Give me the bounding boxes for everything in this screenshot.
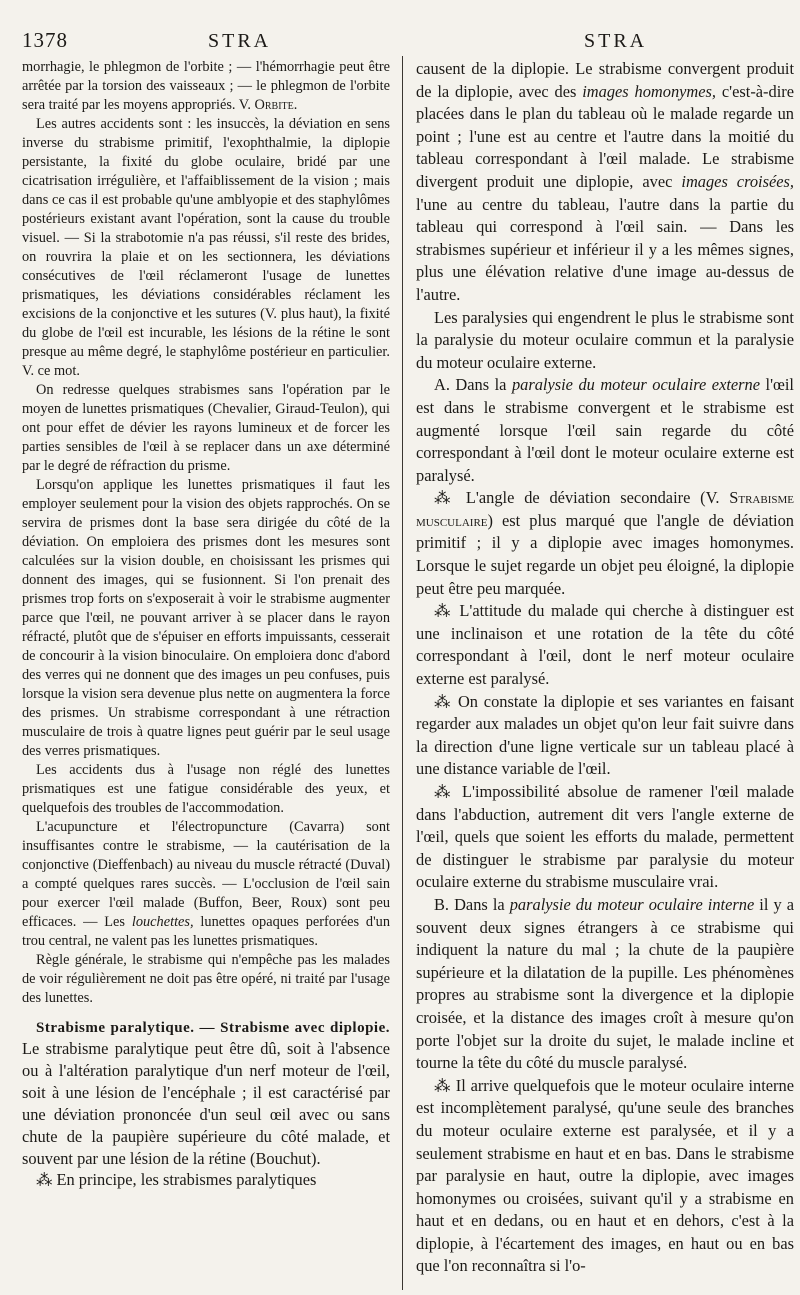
italic-term: images homonymes, [582, 81, 717, 101]
paragraph-text: l'œil est dans le strabisme convergent et le strabisme est augmenté lorsque l'œil sain regarde du côté correspondant à l'œil dont le moteur oculaire externe est paralysé. [416, 375, 794, 485]
paragraph [22, 58, 390, 115]
paragraph [416, 894, 794, 1075]
paragraph-text: l'une au centre du tableau, l'autre dans la partie du tableau qui correspond à l'œil sain. — Dans les strabismes supérieur et inférieur il y a les mêmes signes, plus une élévation relative d'une image au-dessus de l'autre. [416, 194, 794, 304]
paragraph-text: ) est plus marqué que l'angle de déviation primitif ; il y a diplopie avec images homonymes. Lorsque le sujet regarde un objet peu éloigné, la diplopie peut être peu marquée. [416, 510, 794, 598]
paragraph [416, 58, 794, 307]
paragraph-text: il y a souvent deux signes étrangers à ce strabisme qui indiquent la nature du mal ; la chute de la paupière supérieure et la dilatation de la pupille. Les phénomènes propres au strabisme sont la divergence et la diplopie croisée, et la distance des images croît à mesure qu'on porte l'objet sur la droite du sujet, le malade incline et tourne la tête du côté du muscle paralysé. [416, 894, 794, 1073]
page-number: 1378 [22, 28, 68, 52]
italic-term: paralysie du moteur oculaire interne [509, 894, 755, 914]
paragraph: Lorsqu'on applique les lunettes prismatiques il faut les employer seulement pour la vision des objets rapprochés. On se servira de prismes dont la base sera dirigée du côté de la déviation. On emploiera des prismes dont les mesures sont calculées sur la vision double, en choisissant les prismes qui donnent des images, qui se fusionnent. Si l'on prenait des prismes trop forts on s'exposerait à voir le strabisme augmenter parce que l'œil, ne pouvant arriver à se placer dans le rayon réfracté, plutôt que de s'épuiser en efforts impuissants, cesserait de concourir à la vision binoculaire. On emploiera donc d'abord des verres qui ne donnent que des images un peu confuses, puis lorsque la vision sera devenue plus nette on augmentera la force des prismes. Un strabisme correspondant à une rétraction musculaire de trois à quatre lignes peut guérir par le seul usage des verres prismatiques. [22, 477, 390, 759]
paragraph-text: L'acupuncture et l'électropuncture (Cavarra) sont insuffisantes contre le strabisme, — la cautérisation de la conjonctive (Dieffenbach) au niveau du muscle rétracté (Duval) a compté quelques rares succès. — L'occlusion de l'œil sain pour exercer l'œil malade (Buffon, Beer, Roux) sont peu efficaces. — Les [22, 819, 390, 930]
paragraph-text: ⁂ L'angle de déviation secondaire (V. [434, 488, 730, 508]
running-head-right: STRA [584, 30, 648, 52]
paragraph-text: B. Dans la [434, 894, 510, 914]
italic-term: louchettes, [131, 914, 194, 930]
paragraph [416, 487, 794, 600]
right-column [416, 58, 794, 1288]
paragraph-text: morrhagie, le phlegmon de l'orbite ; — l'hémorrhagie peut être arrêtée par la torsion des vaisseaux ; — le phlegmon de l'orbite sera traité par les moyens appropriés. V. [22, 59, 390, 113]
cross-reference: Orbite. [254, 97, 298, 113]
paragraph: Les autres accidents sont : les insuccès, la déviation en sens inverse du strabisme primitif, l'exophthalmie, la diplopie persistante, la fixité du globe oculaire, bridé par une cicatrisation irrégulière, et l'affaiblissement de la vision ; mais dans ce cas il est probable qu'une amblyopie et des staphylômes postérieurs existant avant l'opération, sont la cause du trouble visuel. — Si la strabotomie n'a pas réussi, s'il reste des brides, on rouvrira la plaie et on les sectionnera, les déviations consécutives de l'œil réclameront l'usage de lunettes prismatiques, les déviations considérables réclament les excisions de la conjonctive et les sutures (V. plus haut), la fixité du globe de l'œil est incurable, les lésions de la rétine le sont presque au même degré, le staphylôme postérieur en particulier. V. ce mot. [22, 116, 390, 379]
paragraph-text: A. Dans la [434, 375, 512, 395]
section-heading: Strabisme paralytique. — Strabisme avec diplopie. [36, 1020, 390, 1036]
paragraph-text: lunettes opaques perforées d'un trou central, ne valent pas les lunettes prismatiques. [22, 914, 390, 949]
paragraph-text: causent de la diplopie. Le strabisme convergent produit de la diplopie, avec des [416, 59, 794, 101]
paragraph-text: Le strabisme paralytique peut être dû, soit à l'absence ou à l'altération paralytique d'un nerf moteur de l'œil, soit à une lésion de l'encéphale ; il est caractérisé par une déviation prononcée d'un seul œil avec ou sans chute de la paupière supérieure du côté malade, et souvent par une lésion de la rétine (Bouchut). [22, 1039, 390, 1168]
paragraph: ⁂ On constate la diplopie et ses variantes en faisant regarder aux malades un objet qu'on leur fait suivre dans la direction d'une ligne verticale sur un tableau placé à une distance variable de l'œil. [416, 691, 794, 779]
column-divider [402, 56, 403, 1290]
page-header [22, 28, 788, 54]
paragraph: Les accidents dus à l'usage non réglé des lunettes prismatiques est une fatigue considérable des yeux, et quelquefois des troubles de l'accommodation. [22, 762, 390, 816]
italic-term: images croisées, [681, 171, 794, 191]
paragraph: ⁂ En principe, les strabismes paralytiques [36, 1170, 317, 1189]
left-column [22, 58, 390, 1288]
paragraph: Règle générale, le strabisme qui n'empêche pas les malades de voir régulièrement ne doit pas être opéré, ni traité par l'usage des lunettes. [22, 952, 390, 1006]
paragraph [416, 374, 794, 487]
paragraph: ⁂ L'attitude du malade qui cherche à distinguer est une inclinaison et une rotation de la tête du côté correspondant à l'œil, dont le nerf moteur oculaire externe est paralysé. [416, 601, 794, 689]
paragraph: ⁂ L'impossibilité absolue de ramener l'œil malade dans l'abduction, autrement dit vers l'angle externe de l'œil, quels que soient les efforts du malade, permettent de distinguer le strabisme par paralysie du moteur oculaire externe du strabisme musculaire vrai. [416, 782, 794, 892]
running-head-left: STRA [208, 30, 272, 52]
section-paragraph [22, 1016, 390, 1170]
paragraph: Les paralysies qui engendrent le plus le strabisme sont la paralysie du moteur oculaire commun et la paralysie du moteur oculaire externe. [416, 307, 794, 372]
paragraph [22, 818, 390, 951]
cross-reference: Strabisme musculaire [416, 488, 794, 530]
italic-term: paralysie du moteur oculaire externe [511, 375, 761, 395]
paragraph-text: c'est-à-dire placées dans le plan du tableau où le malade regarde un point ; l'une est au centre et l'autre dans la moitié du tableau correspondant à l'œil malade. Le strabisme divergent produit une diplopie, avec [416, 81, 794, 191]
paragraph: ⁂ Il arrive quelquefois que le moteur oculaire interne est incomplètement paralysé, qu'une seule des branches du moteur oculaire externe est paralysée, et il y a seulement strabisme en haut et en bas. Dans le strabisme par paralysie en haut, outre la diplopie, avec images homonymes ou croisées, suivant qu'il y a strabisme en haut et en dedans, ou en haut et en dehors, c'est à la diplopie, à l'écartement des images, en haut ou en bas que l'on reconnaîtra si l'o- [416, 1075, 794, 1276]
paragraph: On redresse quelques strabismes sans l'opération par le moyen de lunettes prismatiques (Chevalier, Giraud-Teulon), qui ont pour effet de dévier les rayons lumineux et de forcer les parties sensibles de l'œil à se replacer dans un axe déterminé par le degré de réfraction du prisme. [22, 382, 390, 474]
